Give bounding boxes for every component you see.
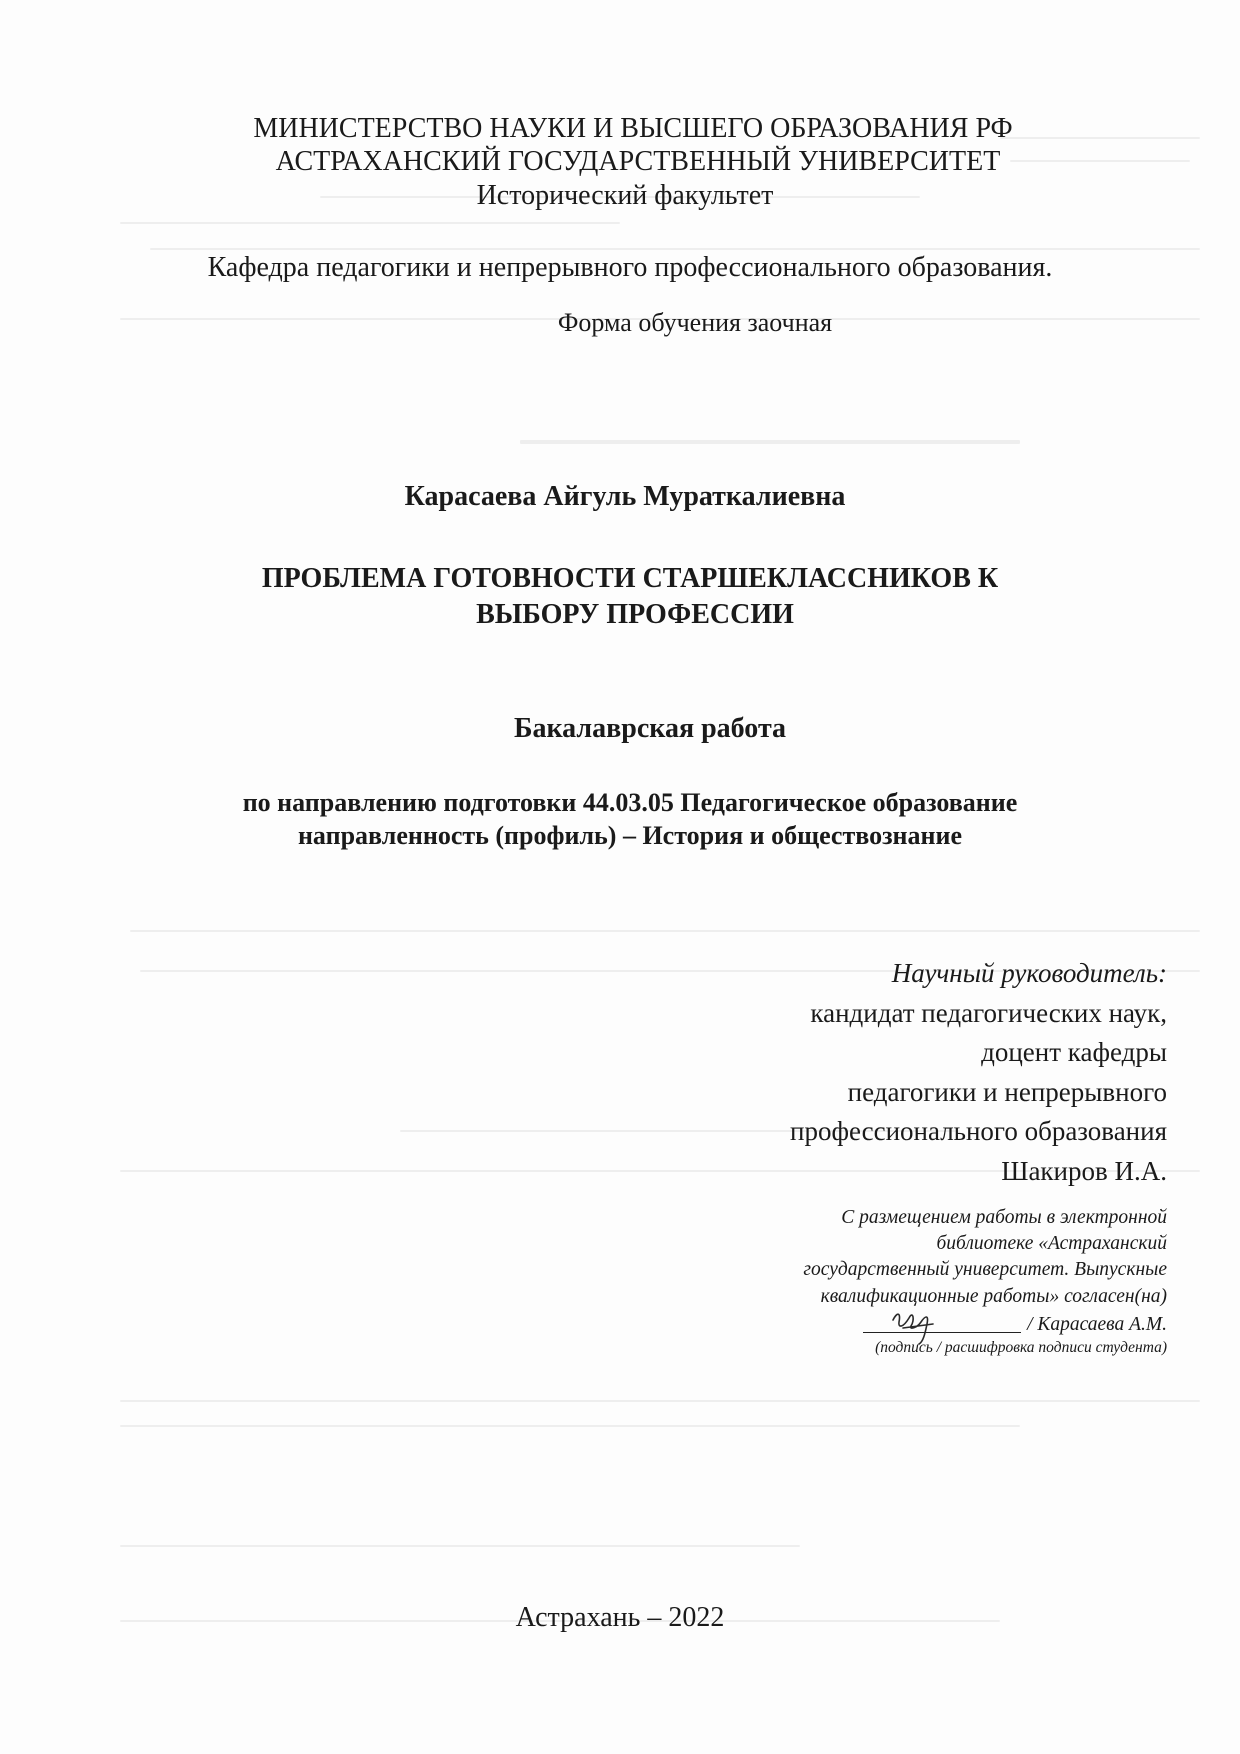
direction-line-1: по направлению подготовки 44.03.05 Педагогическое образование xyxy=(242,788,1018,817)
author-name: Карасаева Айгуль Мураткалиевна xyxy=(404,481,846,512)
department-name: Кафедра педагогики и непрерывного профессионального образования. xyxy=(207,252,1053,283)
consent-line: С размещением работы в электронной xyxy=(841,1207,1167,1228)
signature-line xyxy=(863,1310,1021,1333)
supervisor-heading: Научный руководитель: xyxy=(891,958,1167,988)
consent-line: государственный университет. Выпускные xyxy=(803,1259,1167,1281)
study-form: Форма обучения заочная xyxy=(557,308,833,337)
work-type: Бакалаврская работа xyxy=(513,713,787,744)
supervisor-degree: кандидат педагогических наук, xyxy=(810,997,1167,1028)
bleed-through-line xyxy=(130,930,1200,932)
city-year: Астрахань – 2022 xyxy=(515,1602,725,1633)
bleed-through-line xyxy=(120,222,620,224)
supervisor-department-2: профессионального образования xyxy=(790,1116,1167,1146)
thesis-title-line-2: ВЫБОРУ ПРОФЕССИИ xyxy=(476,599,794,630)
faculty-name: Исторический факультет xyxy=(476,180,774,211)
supervisor-block xyxy=(790,954,1167,1191)
bleed-through-line xyxy=(520,440,1020,444)
signature-caption: (подпись / расшифровка подписи студента) xyxy=(875,1339,1167,1357)
supervisor-department-1: педагогики и непрерывного xyxy=(847,1076,1167,1107)
handwritten-signature-icon xyxy=(863,1298,983,1346)
bleed-through-line xyxy=(120,1400,1200,1402)
bleed-through-line xyxy=(150,248,1200,250)
consent-line: квалификационные работы» согласен(на) xyxy=(820,1285,1167,1307)
university-name: АСТРАХАНСКИЙ ГОСУДАРСТВЕННЫЙ УНИВЕРСИТЕТ xyxy=(275,146,1001,177)
supervisor-name: Шакиров И.А. xyxy=(1001,1155,1167,1186)
bleed-through-line xyxy=(120,1425,1020,1427)
thesis-title-line-1: ПРОБЛЕМА ГОТОВНОСТИ СТАРШЕКЛАССНИКОВ К xyxy=(261,563,999,594)
ministry-name: МИНИСТЕРСТВО НАУКИ И ВЫСШЕГО ОБРАЗОВАНИЯ РФ xyxy=(253,113,1013,144)
library-consent-block xyxy=(803,1205,1167,1358)
signature-row xyxy=(803,1310,1167,1338)
bleed-through-line xyxy=(120,1545,800,1547)
student-signature-name: / Карасаева А.М. xyxy=(1027,1313,1167,1335)
consent-line: библиотеке «Астраханский xyxy=(936,1233,1167,1255)
direction-line-2: направленность (профиль) – История и обществознание xyxy=(297,821,963,850)
supervisor-position: доцент кафедры xyxy=(981,1037,1167,1067)
